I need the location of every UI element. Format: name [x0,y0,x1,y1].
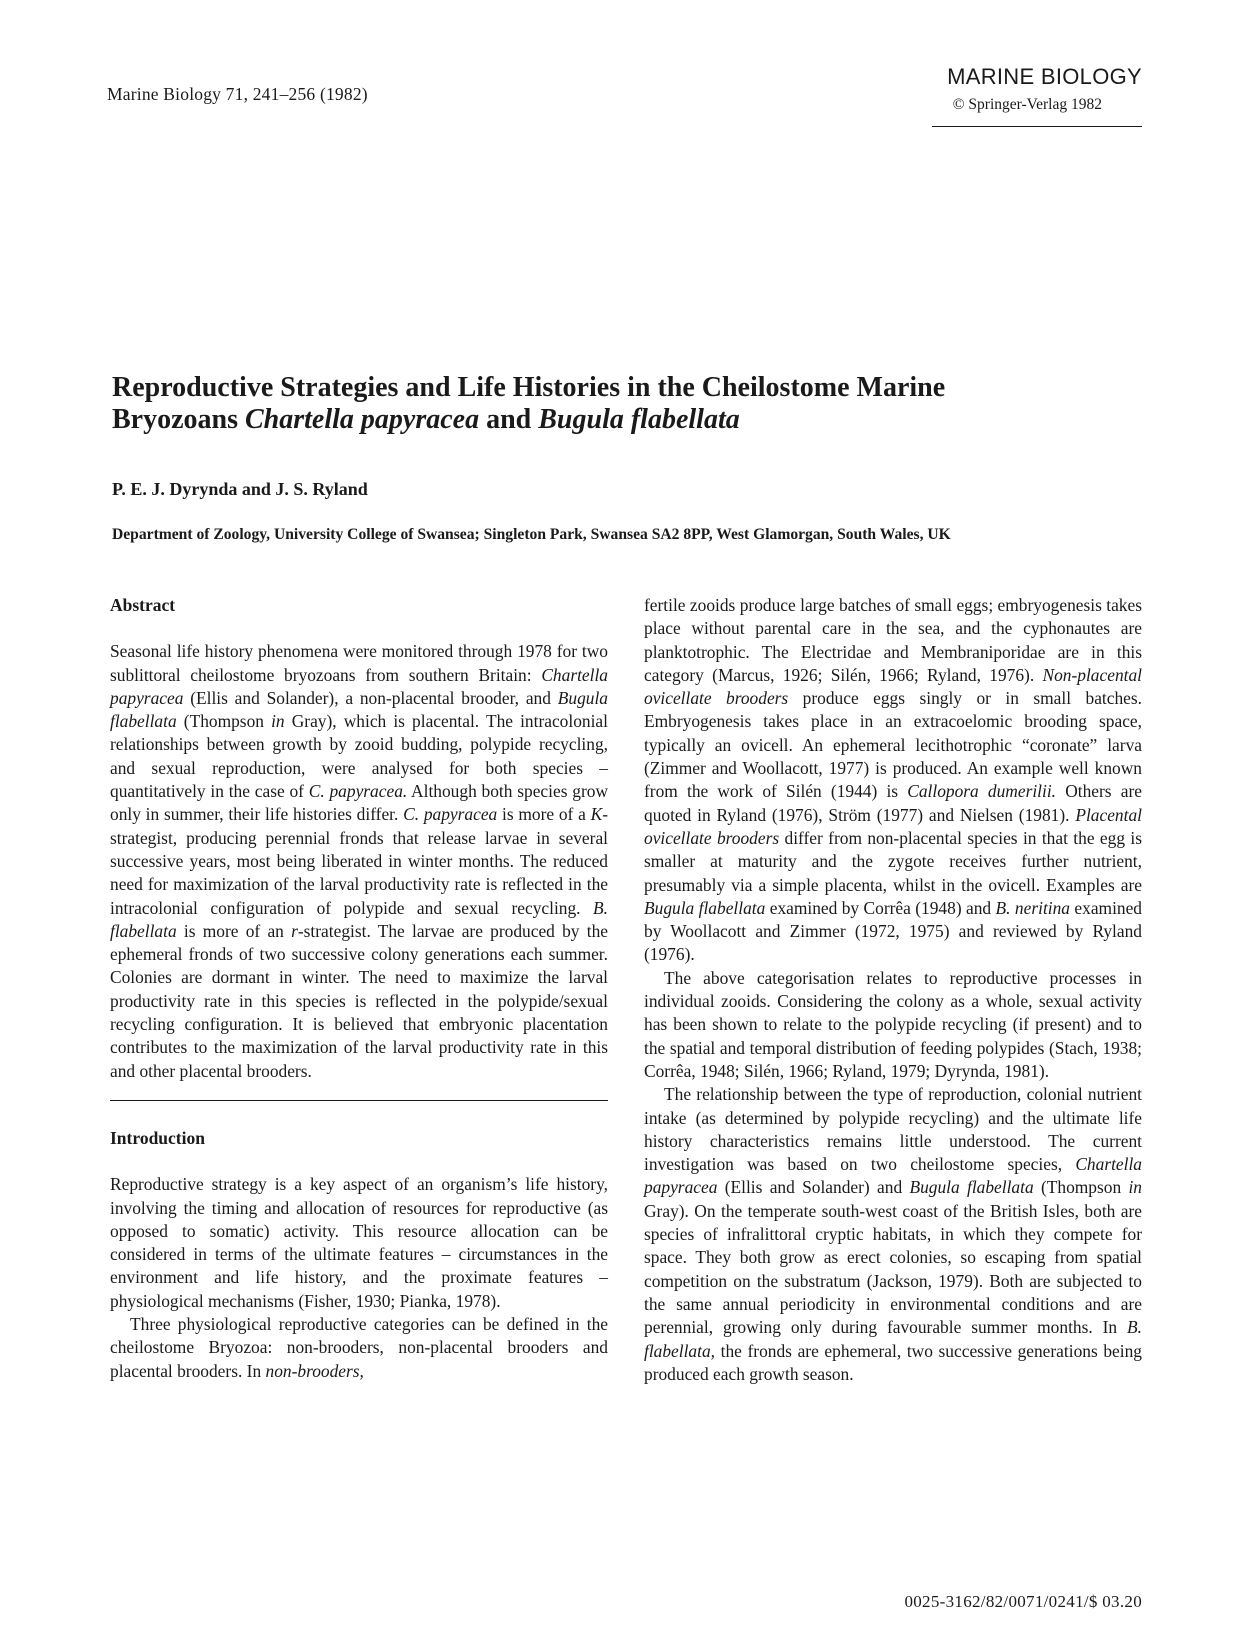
article-title [112,372,1142,436]
header-rule [932,126,1142,127]
affiliation: Department of Zoology, University College of Swansea; Singleton Park, Swansea SA2 8PP, West Glamorgan, South Wales, UK [112,526,951,543]
intro-paragraph-1: Reproductive strategy is a key aspect of an organism’s life history, involving the timing and allocation of resources for reproductive (as opposed to somatic) activity. This resource allocation can be considered in terms of the ultimate features – circumstances in the environment and life history, and the proximate features – physiological mechanisms (Fisher, 1930; Pianka, 1978). [110,1174,608,1311]
abstract-heading: Abstract [110,595,176,615]
title-species: Bugula flabellata [538,404,740,435]
title-species: Chartella papyracea [245,404,480,435]
title-text: Bryozoans [112,404,245,435]
left-column [110,594,608,1383]
abstract-text: Seasonal life history phenomena were monitored through 1978 for two sublittoral cheilostome bryozoans from southern Britain: Chartella papyracea (Ellis and Solander), a non-placental brooder, and Bugula flabellata (Thompson in Gray), which is placental. The intracolonial relationships between growth by zooid budding, polypide recycling, and sexual reproduction, were analysed for both species – quantitatively in the case of C. papyracea. Although both species grow only in summer, their life histories differ. C. papyracea is more of a K-strategist, producing perennial fronds that release larvae in several successive years, most being liberated in winter months. The reduced need for maximization of the larval productivity rate is reflected in the intracolonial configuration of polypide and sexual recycling. B. flabellata is more of an r-strategist. The larvae are produced by the ephemeral fronds of two successive colony generations each summer. Colonies are dormant in winter. The need to maximize the larval productivity rate in this species is reflected in the polypide/sexual recycling configuration. It is believed that embryonic placentation contributes to the maximization of the larval productivity rate in this and other placental brooders. [110,641,608,1081]
section-divider [110,1100,608,1101]
authors: P. E. J. Dyrynda and J. S. Ryland [112,479,368,499]
title-text: and [479,404,539,435]
introduction-heading: Introduction [110,1127,205,1148]
copyright-code: 0025-3162/82/0071/0241/$ 03.20 [904,1592,1142,1611]
intro-paragraph-2: Three physiological reproductive categories can be defined in the cheilostome Bryozoa: non-brooders, non-placental brooders and placental brooders. In non-brooders, [110,1314,608,1381]
title-line-1: Reproductive Strategies and Life Histories in the Cheilostome Marine [112,372,946,403]
publisher-copyright: © Springer-Verlag 1982 [952,96,1102,113]
title-line-2 [112,404,1142,436]
intro-paragraph-3: The above categorisation relates to reproductive processes in individual zooids. Considering the colony as a whole, sexual activity has been shown to relate to the polypide recycling (if present) and to the spatial and temporal distribution of feeding polypides (Stach, 1938; Corrêa, 1948; Silén, 1966; Ryland, 1979; Dyrynda, 1981). [644,967,1142,1081]
right-column [644,594,1142,1386]
journal-citation: Marine Biology 71, 241–256 (1982) [107,84,368,104]
intro-paragraph-2-cont: fertile zooids produce large batches of small eggs; embryogenesis takes place without parental care in the sea, and the cyphonautes are planktotrophic. The Electridae and Membraniporidae are in this category (Marcus, 1926; Silén, 1966; Ryland, 1976). Non-placental ovicellate brooders produce eggs singly or in small batches. Embryogenesis takes place in an extracoelomic brooding space, typically an ovicell. An ephemeral lecithotrophic “coronate” larva (Zimmer and Woollacott, 1977) is produced. An example well known from the work of Silén (1944) is Callopora dumerilii. Others are quoted in Ryland (1976), Ström (1977) and Nielsen (1981). Placental ovicellate brooders differ from non-placental species in that the egg is smaller at maturity and the zygote receives further nutrient, presumably via a simple placenta, whilst in the ovicell. Examples are Bugula flabellata examined by Corrêa (1948) and B. neritina examined by Woollacott and Zimmer (1972, 1975) and reviewed by Ryland (1976). [644,595,1143,965]
journal-name: MARINE BIOLOGY [947,64,1142,89]
journal-brand [932,64,1142,114]
intro-paragraph-4: The relationship between the type of reproduction, colonial nutrient intake (as determined by polypide recycling) and the ultimate life history characteristics remains little understood. The current investigation was based on two cheilostome species, Chartella papyracea (Ellis and Solander) and Bugula flabellata (Thompson in Gray). On the temperate south-west coast of the British Isles, both are species of infralittoral cryptic habitats, in which they compete for space. They both grow as erect colonies, so escaping from spatial competition on the substratum (Jackson, 1979). Both are subjected to the same annual periodicity in environmental conditions and are perennial, growing only during favourable summer months. In B. flabellata, the fronds are ephemeral, two successive generations being produced each growth season. [644,1084,1142,1384]
